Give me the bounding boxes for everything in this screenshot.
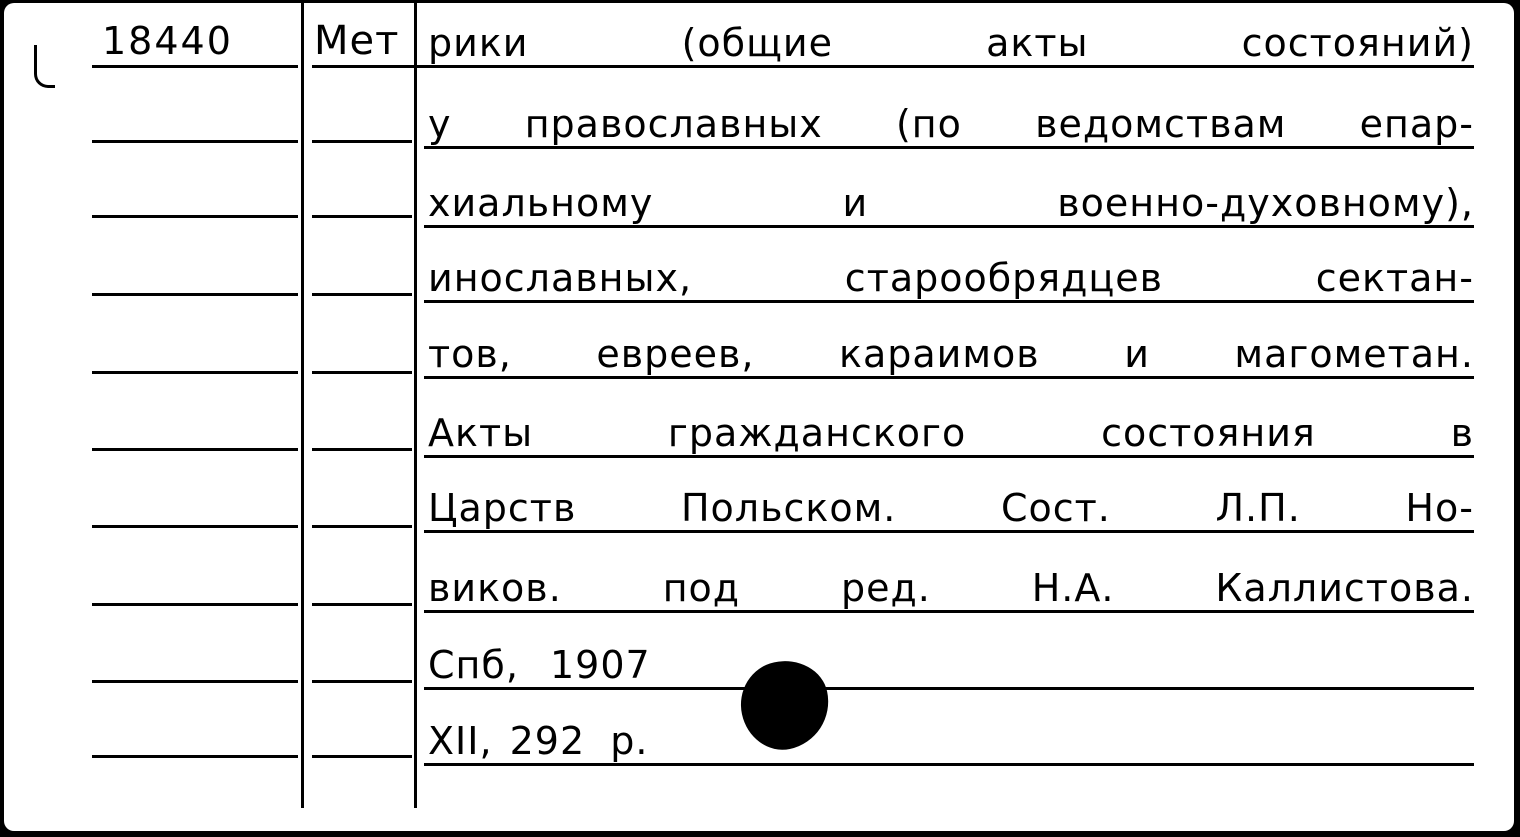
ink-blot <box>733 653 837 757</box>
word: под <box>662 566 741 610</box>
word: военно-духовному), <box>1057 181 1474 225</box>
catalog-number: 18440 <box>102 19 233 63</box>
text-rule <box>424 225 1474 228</box>
word: ведомствам <box>1035 102 1287 146</box>
word: в <box>1450 411 1474 455</box>
word: у <box>428 102 452 146</box>
row-rule <box>92 65 298 68</box>
word: (общие <box>681 21 833 65</box>
word: инославных, <box>428 256 693 300</box>
row-rule <box>92 525 298 528</box>
word: Но- <box>1405 486 1474 530</box>
row-rule <box>312 680 412 683</box>
row-rule <box>92 293 298 296</box>
row-rule <box>312 140 412 143</box>
word: состояний) <box>1241 21 1474 65</box>
text-rule <box>424 146 1474 149</box>
row-rule <box>92 140 298 143</box>
word: караимов <box>839 332 1040 376</box>
row-rule <box>312 448 412 451</box>
text-line <box>428 566 1474 610</box>
word: и <box>1124 332 1150 376</box>
word: акты <box>986 21 1089 65</box>
text-line <box>428 102 1474 146</box>
row-rule <box>92 215 298 218</box>
text-rule <box>424 376 1474 379</box>
text-rule <box>424 300 1474 303</box>
word: гражданского <box>667 411 967 455</box>
word: Польском. <box>680 486 897 530</box>
word: Л.П. <box>1215 486 1301 530</box>
text-rule <box>424 763 1474 766</box>
text-line <box>428 181 1474 225</box>
row-rule <box>312 755 412 758</box>
row-rule <box>92 371 298 374</box>
row-rule <box>312 603 412 606</box>
text-rule <box>312 65 1474 68</box>
word: 292 <box>509 719 586 763</box>
word: хиальному <box>428 181 654 225</box>
row-rule <box>312 215 412 218</box>
column-rule-left <box>301 3 304 808</box>
text-rule <box>424 455 1474 458</box>
word: Н.А. <box>1031 566 1115 610</box>
row-rule <box>92 680 298 683</box>
column-rule-right <box>414 3 417 808</box>
word: и <box>842 181 869 225</box>
text-line <box>428 486 1474 530</box>
text-rule <box>424 530 1474 533</box>
catalog-card <box>4 3 1514 831</box>
text-rule <box>424 610 1474 613</box>
title-start: Мет <box>314 18 400 64</box>
text-line <box>428 643 651 687</box>
row-rule <box>312 525 412 528</box>
word: Каллистова. <box>1215 566 1474 610</box>
word: 1907 <box>550 643 651 687</box>
word: ред. <box>840 566 931 610</box>
word: XII, <box>428 719 493 763</box>
word: Акты <box>428 411 534 455</box>
word: православных <box>524 102 823 146</box>
text-line <box>428 719 648 763</box>
row-rule <box>312 293 412 296</box>
word: магометан. <box>1234 332 1474 376</box>
word: состояния <box>1101 411 1316 455</box>
word: епар- <box>1359 102 1474 146</box>
word: Спб, <box>428 643 519 687</box>
row-rule <box>312 371 412 374</box>
word: рики <box>428 21 529 65</box>
row-rule <box>92 603 298 606</box>
word: Царств <box>428 486 577 530</box>
text-line <box>428 256 1474 300</box>
word: тов, <box>428 332 512 376</box>
word: (по <box>895 102 962 146</box>
text-line <box>428 332 1474 376</box>
text-line <box>428 411 1474 455</box>
word: евреев, <box>596 332 755 376</box>
row-rule <box>92 448 298 451</box>
row-rule <box>92 755 298 758</box>
word: сектан- <box>1315 256 1474 300</box>
text-line <box>428 21 1474 65</box>
text-rule <box>424 687 1474 690</box>
word: старообрядцев <box>844 256 1164 300</box>
word: Сост. <box>1000 486 1111 530</box>
word: р. <box>610 719 649 763</box>
edge-mark <box>34 45 55 88</box>
word: виков. <box>428 566 562 610</box>
